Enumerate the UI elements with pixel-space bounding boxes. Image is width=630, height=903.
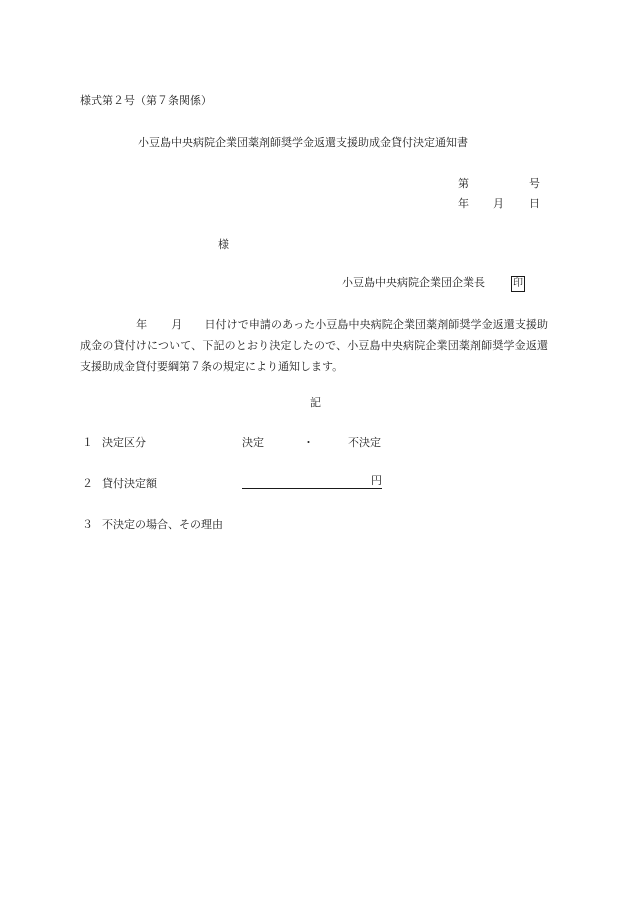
item-1-number: １ — [82, 436, 93, 449]
issuer-name: 小豆島中央病院企業団企業長 — [342, 276, 485, 289]
item-2-number: ２ — [82, 477, 93, 490]
item-3-number: ３ — [82, 518, 93, 531]
reference-number-suffix: 号 — [529, 177, 540, 190]
item-2-amount-field — [242, 474, 382, 489]
item-2-label: 貸付決定額 — [102, 477, 157, 490]
body-year: 年 — [136, 318, 148, 331]
item-3-label: 不決定の場合、その理由 — [102, 518, 223, 531]
item-1-separator: ・ — [303, 436, 314, 449]
date-day: 日 — [529, 197, 540, 210]
body-month: 月 — [171, 318, 183, 331]
item-1-option-decided: 決定 — [242, 436, 264, 449]
document-title: 小豆島中央病院企業団薬剤師奨学金返還支援助成金貸付決定通知書 — [138, 136, 468, 149]
notice-body — [80, 314, 548, 377]
form-number: 様式第２号（第７条関係） — [80, 94, 212, 107]
addressee-suffix: 様 — [218, 238, 229, 251]
item-1-option-not-decided: 不決定 — [348, 436, 381, 449]
body-text: 日付けで申請のあった小豆島中央病院企業団薬剤師奨学金返還支援助成金の貸付けについて、下記のとおり決定したので、小豆島中央病院企業団薬剤師奨学金返還支援助成金貸付要綱第７条の規定により通知します。 — [80, 318, 549, 373]
date-year: 年 — [458, 197, 469, 210]
item-2-unit: 円 — [371, 474, 382, 487]
item-1-label: 決定区分 — [102, 436, 146, 449]
seal-mark: 印 — [511, 276, 525, 292]
reference-number-prefix: 第 — [458, 177, 469, 190]
date-month: 月 — [493, 197, 504, 210]
issuer-line — [342, 274, 525, 292]
ki-heading: 記 — [310, 396, 321, 409]
